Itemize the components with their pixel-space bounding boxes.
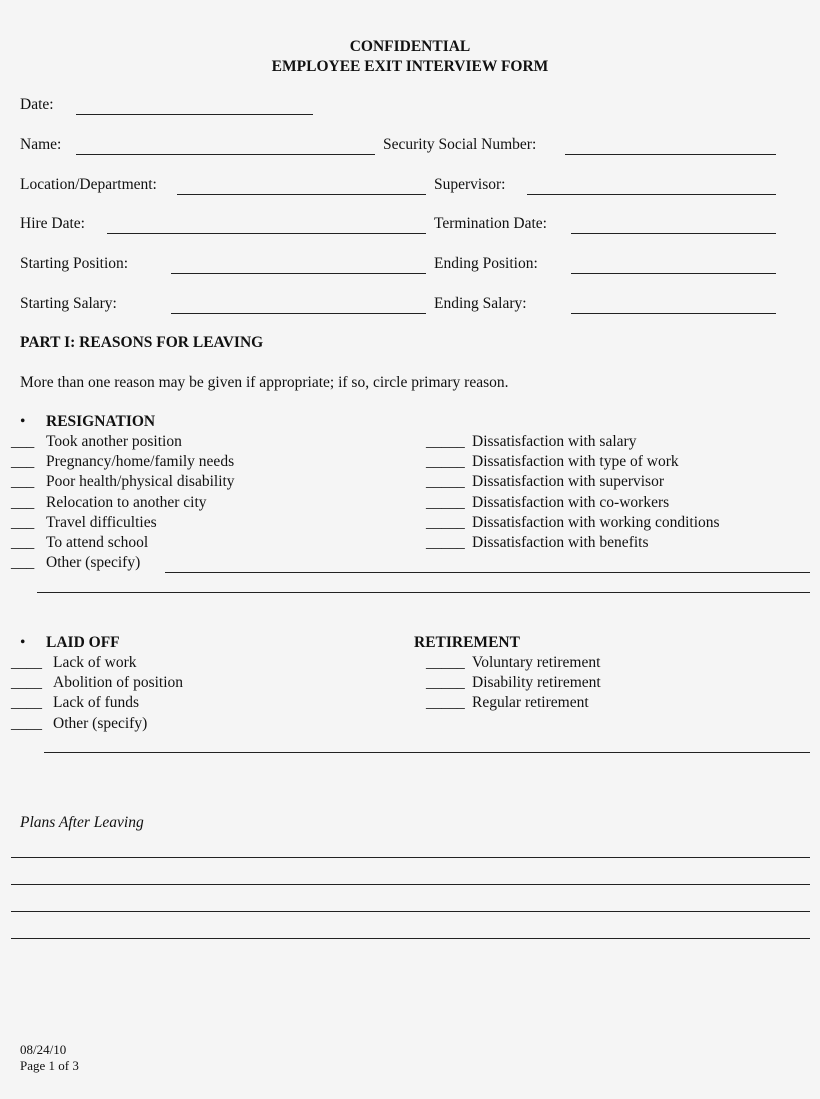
resignation-left-checkbox-blank[interactable]: ___ [11, 453, 35, 471]
footer-page: Page 1 of 3 [20, 1058, 79, 1073]
resignation-right-option-label: Dissatisfaction with working conditions [472, 513, 720, 531]
resignation-right-option-label: Dissatisfaction with supervisor [472, 473, 665, 491]
ssn-blank-line[interactable] [565, 154, 776, 155]
part1-heading-prefix: PART I [20, 334, 71, 351]
laid-off-option-label: Lack of work [53, 654, 137, 671]
laid-off-title: LAID OFF [46, 634, 120, 651]
resignation-right-option-label: Dissatisfaction with salary [472, 433, 637, 450]
resignation-bullet: • [20, 413, 26, 430]
supervisor-blank-line[interactable] [527, 194, 776, 195]
part1-instruction: More than one reason may be given if appropriate; if so, circle primary reason. [20, 374, 509, 391]
retirement-option-label: Voluntary retirement [472, 654, 601, 671]
location-blank-line[interactable] [177, 194, 426, 195]
ending-position-label: Ending Position: [434, 255, 538, 272]
retirement-option-label: Regular retirement [472, 694, 589, 712]
starting-position-label: Starting Position: [20, 255, 129, 272]
resignation-left-option-label: To attend school [46, 534, 149, 551]
laid-off-option-label: Other (specify) [53, 714, 148, 732]
resignation-other-line-2[interactable] [37, 592, 810, 593]
resignation-right-checkbox-blank[interactable]: _____ [426, 534, 465, 551]
part1-heading [20, 334, 263, 352]
resignation-left-checkbox-blank[interactable]: ___ [11, 433, 35, 450]
resignation-right-checkbox-blank[interactable]: _____ [426, 453, 465, 471]
retirement-checkbox-blank[interactable]: _____ [426, 654, 465, 671]
laid-off-option-label: Lack of funds [53, 694, 140, 712]
starting-salary-label: Starting Salary: [20, 295, 117, 312]
retirement-option-label: Disability retirement [472, 674, 601, 692]
resignation-right-option-label: Dissatisfaction with type of work [472, 453, 679, 471]
plans-line-1[interactable] [11, 857, 810, 858]
ending-salary-blank-line[interactable] [571, 313, 776, 314]
laid-off-other-line[interactable] [44, 752, 810, 753]
laid-off-checkbox-blank[interactable]: ____ [11, 674, 42, 692]
resignation-right-checkbox-blank[interactable]: _____ [426, 493, 465, 511]
part1-heading-rest: : REASONS FOR LEAVING [70, 334, 264, 351]
resignation-left-option-label: Relocation to another city [46, 493, 207, 511]
resignation-left-option-label: Other (specify) [46, 554, 141, 572]
starting-position-blank-line[interactable] [171, 273, 426, 274]
plans-after-leaving-label: Plans After Leaving [20, 814, 144, 831]
date-blank-line[interactable] [76, 114, 313, 115]
resignation-left-option-label: Travel difficulties [46, 513, 157, 531]
resignation-left-checkbox-blank[interactable]: ___ [11, 473, 35, 491]
hire-date-label: Hire Date: [20, 215, 85, 232]
ending-salary-label: Ending Salary: [434, 295, 527, 312]
termination-date-label: Termination Date: [434, 215, 547, 232]
plans-line-3[interactable] [11, 911, 810, 912]
starting-salary-blank-line[interactable] [171, 313, 426, 314]
laid-off-bullet: • [20, 634, 26, 651]
footer-date: 08/24/10 [20, 1042, 67, 1057]
name-blank-line[interactable] [76, 154, 375, 155]
laid-off-checkbox-blank[interactable]: ____ [11, 654, 42, 671]
resignation-left-checkbox-blank[interactable]: ___ [11, 493, 35, 511]
resignation-other-line-1[interactable] [165, 572, 810, 573]
resignation-title: RESIGNATION [46, 413, 156, 430]
resignation-left-option-label: Pregnancy/home/family needs [46, 453, 235, 471]
resignation-left-option-label: Took another position [46, 433, 182, 450]
hire-date-blank-line[interactable] [107, 233, 426, 234]
resignation-right-checkbox-blank[interactable]: _____ [426, 473, 465, 491]
ending-position-blank-line[interactable] [571, 273, 776, 274]
date-label: Date: [20, 96, 54, 113]
plans-line-2[interactable] [11, 884, 810, 885]
ssn-label: Security Social Number: [383, 136, 537, 153]
laid-off-checkbox-blank[interactable]: ____ [11, 714, 42, 732]
plans-line-4[interactable] [11, 938, 810, 939]
name-label: Name: [20, 136, 62, 153]
laid-off-option-label: Abolition of position [53, 674, 184, 692]
form-header-confidential: CONFIDENTIAL [349, 38, 471, 55]
resignation-right-checkbox-blank[interactable]: _____ [426, 433, 465, 450]
supervisor-label: Supervisor: [434, 176, 506, 193]
form-title: EMPLOYEE EXIT INTERVIEW FORM [271, 58, 549, 75]
resignation-right-option-label: Dissatisfaction with benefits [472, 534, 649, 551]
laid-off-checkbox-blank[interactable]: ____ [11, 694, 42, 712]
location-label: Location/Department: [20, 176, 157, 193]
termination-date-blank-line[interactable] [571, 233, 776, 234]
resignation-left-checkbox-blank[interactable]: ___ [11, 534, 35, 551]
resignation-right-checkbox-blank[interactable]: _____ [426, 513, 465, 531]
resignation-left-option-label: Poor health/physical disability [46, 473, 235, 491]
retirement-title: RETIREMENT [414, 634, 520, 651]
resignation-left-checkbox-blank[interactable]: ___ [11, 554, 35, 572]
retirement-checkbox-blank[interactable]: _____ [426, 694, 465, 712]
retirement-checkbox-blank[interactable]: _____ [426, 674, 465, 692]
resignation-left-checkbox-blank[interactable]: ___ [11, 513, 35, 531]
resignation-right-option-label: Dissatisfaction with co-workers [472, 493, 670, 511]
